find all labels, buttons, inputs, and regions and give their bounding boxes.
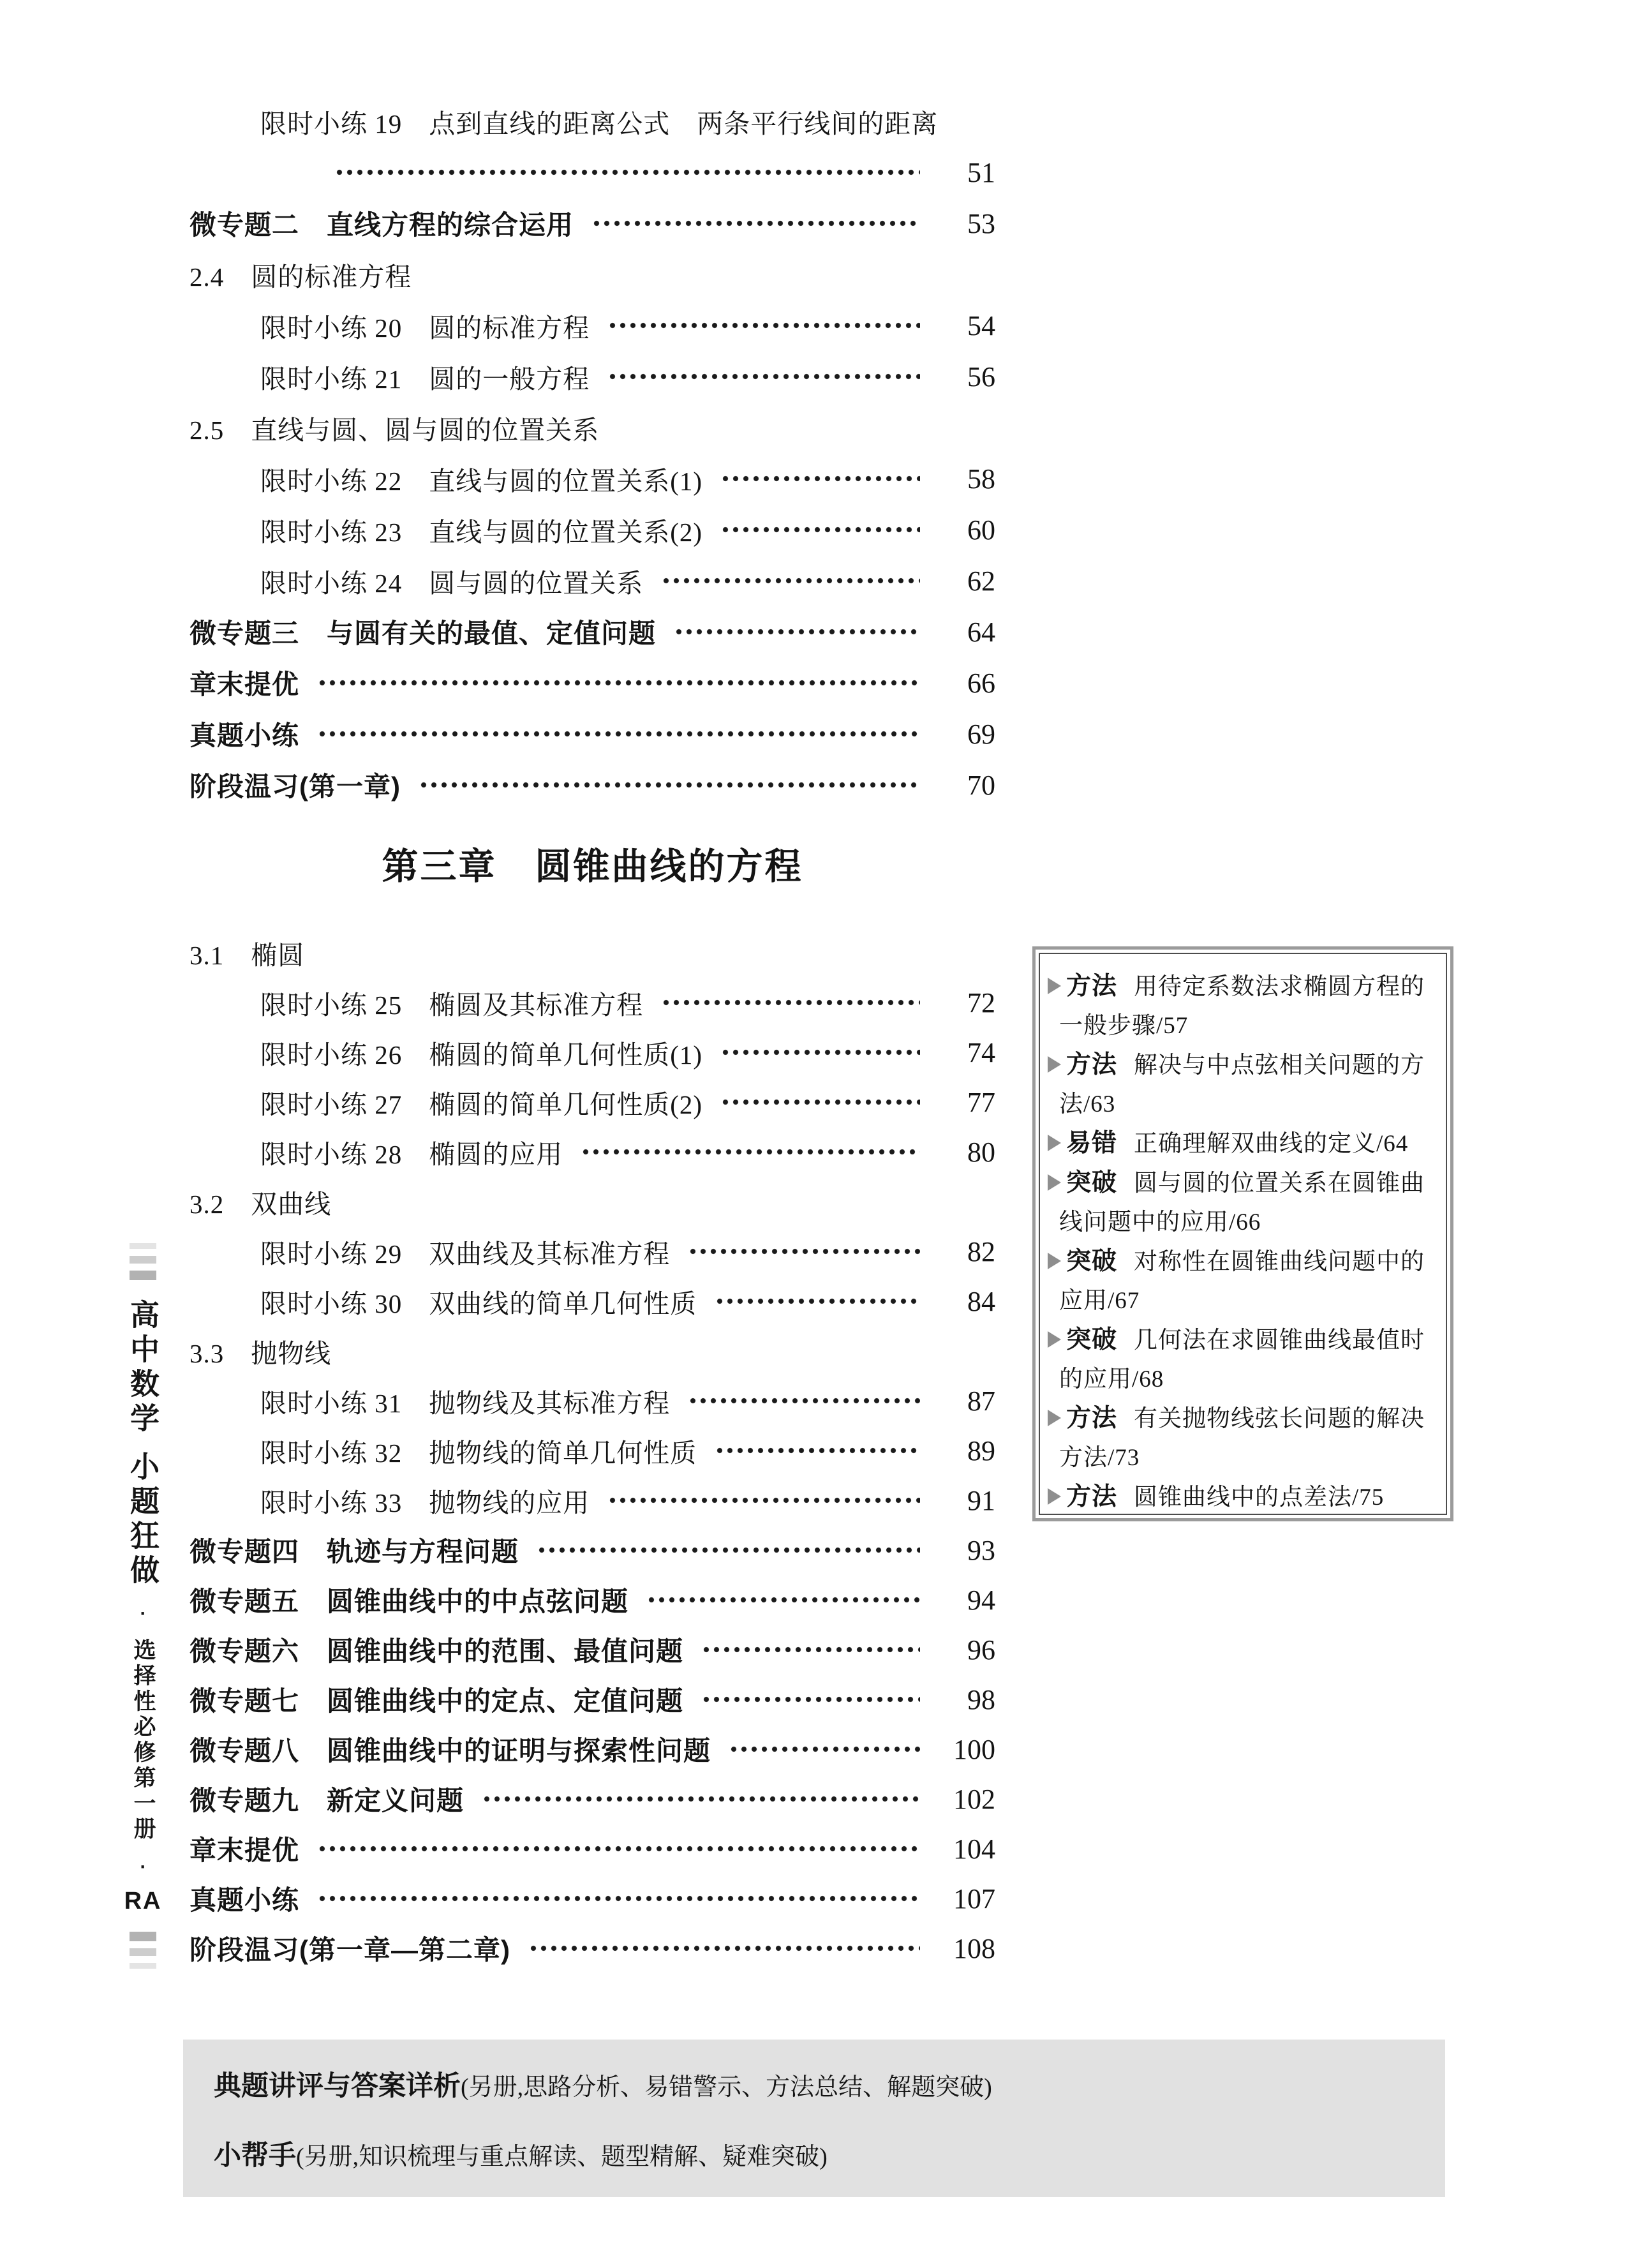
dot-leader bbox=[688, 1376, 920, 1426]
toc-entry bbox=[189, 300, 995, 351]
toc-entry-text: 限时小练 24 圆与圆的位置关系 bbox=[260, 568, 644, 598]
toc-entry bbox=[189, 1525, 995, 1575]
arrow-right-icon bbox=[1048, 1331, 1061, 1348]
spine-separator-dot: · bbox=[133, 1603, 154, 1624]
dot-leader bbox=[661, 978, 920, 1027]
dot-leader bbox=[482, 1774, 920, 1824]
dot-leader bbox=[720, 505, 920, 555]
toc-entry bbox=[189, 708, 995, 759]
toc-entry bbox=[189, 1824, 995, 1874]
toc-entry bbox=[189, 351, 995, 402]
dot-leader bbox=[701, 1625, 920, 1675]
toc-entry-text: 微专题六 圆锥曲线中的范围、最值问题 bbox=[189, 1636, 684, 1666]
toc-entry-text: 章末提优 bbox=[189, 1835, 300, 1865]
tip-text: 对称性在圆锥曲线问题中的应用/67 bbox=[1059, 1249, 1425, 1314]
toc-entry-text: 限时小练 25 椭圆及其标准方程 bbox=[260, 990, 644, 1020]
toc-entry bbox=[189, 1227, 995, 1276]
arrow-right-icon bbox=[1048, 1488, 1061, 1505]
toc-entry bbox=[189, 402, 995, 453]
spine-vertical-title bbox=[122, 1299, 164, 1877]
toc-entry bbox=[189, 147, 995, 198]
toc-entry-page: 51 bbox=[967, 156, 995, 188]
dot-leader bbox=[317, 1874, 920, 1923]
toc-entry-page: 93 bbox=[967, 1534, 995, 1566]
chapter3-heading: 第三章 圆锥曲线的方程 bbox=[382, 846, 803, 887]
dot-leader bbox=[729, 1724, 920, 1774]
toc-entry-text: 限时小练 30 双曲线的简单几何性质 bbox=[260, 1288, 697, 1318]
toc-entry-text: 限时小练 27 椭圆的简单几何性质(2) bbox=[260, 1089, 703, 1119]
tip-category-tag: 突破 bbox=[1066, 1248, 1118, 1275]
toc-entry-text: 2.4 圆的标准方程 bbox=[189, 262, 412, 292]
toc-entry-text: 阶段温习(第一章—第二章) bbox=[189, 1935, 510, 1965]
tip-category-tag: 突破 bbox=[1066, 1326, 1118, 1354]
toc-entry-text: 限时小练 20 圆的标准方程 bbox=[260, 313, 590, 343]
toc-entry-page: 82 bbox=[967, 1235, 995, 1267]
dot-leader bbox=[720, 1077, 920, 1127]
toc-entry-page: 80 bbox=[967, 1136, 995, 1168]
toc-entry-text: 微专题八 圆锥曲线中的证明与探索性问题 bbox=[189, 1736, 711, 1766]
toc-entry-page: 74 bbox=[967, 1036, 995, 1068]
note-line2-detail: (另册,知识梳理与重点解读、题型精解、疑难突破) bbox=[296, 2143, 828, 2170]
dot-leader bbox=[537, 1525, 920, 1575]
toc-entry-page: 107 bbox=[953, 1883, 995, 1914]
toc-entry bbox=[189, 1027, 995, 1077]
note-line1-head: 典题讲评与答案详析 bbox=[214, 2070, 461, 2101]
toc-entry bbox=[189, 1774, 995, 1824]
toc-entry-text: 限时小练 32 抛物线的简单几何性质 bbox=[260, 1438, 697, 1468]
tip-text: 解决与中点弦相关问题的方法/63 bbox=[1059, 1052, 1425, 1117]
toc-entry bbox=[189, 759, 995, 810]
toc-entry-page: 54 bbox=[967, 310, 995, 341]
dot-leader bbox=[646, 1575, 920, 1625]
toc-entry-text: 微专题九 新定义问题 bbox=[189, 1786, 464, 1816]
dot-leader bbox=[334, 147, 920, 197]
toc-entry bbox=[189, 1475, 995, 1525]
dot-leader bbox=[528, 1923, 920, 1973]
tip-text: 圆与圆的位置关系在圆锥曲线问题中的应用/66 bbox=[1059, 1170, 1425, 1235]
toc-entry bbox=[189, 1326, 995, 1376]
toc-entry-text: 真题小练 bbox=[189, 1885, 300, 1915]
spine-bars-top-decoration bbox=[130, 1243, 156, 1280]
toc-entry-page: 102 bbox=[953, 1783, 995, 1815]
toc-entry-text: 微专题四 轨迹与方程问题 bbox=[189, 1537, 519, 1567]
toc-entry bbox=[189, 1077, 995, 1127]
toc-entry-text: 微专题二 直线方程的综合运用 bbox=[189, 210, 574, 240]
dot-leader bbox=[661, 556, 920, 606]
toc-entry-page: 108 bbox=[953, 1932, 995, 1964]
note-line1-detail: (另册,思路分析、易错警示、方法总结、解题突破) bbox=[461, 2073, 992, 2101]
dot-leader bbox=[701, 1675, 920, 1724]
dot-leader bbox=[581, 1127, 920, 1177]
arrow-right-icon bbox=[1048, 978, 1061, 994]
toc-entry bbox=[189, 249, 995, 300]
arrow-right-icon bbox=[1048, 1253, 1061, 1269]
toc-entry-text: 真题小练 bbox=[189, 720, 300, 750]
tip-item bbox=[1059, 1045, 1434, 1124]
tip-text: 正确理解双曲线的定义/64 bbox=[1134, 1131, 1409, 1157]
tip-category-tag: 易错 bbox=[1066, 1130, 1118, 1157]
dot-leader bbox=[607, 301, 920, 350]
spine-series-label: 高中数学 bbox=[126, 1299, 160, 1437]
toc-entry-page: 58 bbox=[967, 463, 995, 495]
toc-entry-text: 限时小练 26 椭圆的简单几何性质(1) bbox=[260, 1040, 703, 1070]
dot-leader bbox=[720, 454, 920, 504]
toc-entry-page: 60 bbox=[967, 514, 995, 546]
method-tips-list bbox=[1039, 953, 1447, 1515]
toc-entry-page: 87 bbox=[967, 1385, 995, 1417]
toc-entry-page: 66 bbox=[967, 667, 995, 699]
tip-item bbox=[1059, 1320, 1434, 1399]
dot-leader bbox=[715, 1426, 920, 1475]
toc-entry-page: 89 bbox=[967, 1435, 995, 1466]
toc-entry bbox=[189, 657, 995, 708]
tip-category-tag: 突破 bbox=[1066, 1169, 1118, 1197]
toc-entry-page: 98 bbox=[967, 1683, 995, 1715]
toc-entry-text: 微专题三 与圆有关的最值、定值问题 bbox=[189, 618, 657, 648]
toc-entry-text: 限时小练 23 直线与圆的位置关系(2) bbox=[260, 517, 703, 547]
toc-entry bbox=[189, 1276, 995, 1326]
toc-entry bbox=[189, 1376, 995, 1426]
tip-text: 有关抛物线弦长问题的解决方法/73 bbox=[1059, 1406, 1425, 1471]
toc-entry bbox=[189, 1426, 995, 1475]
arrow-right-icon bbox=[1048, 1056, 1061, 1073]
toc-entry bbox=[189, 1177, 995, 1227]
dot-leader bbox=[715, 1276, 920, 1326]
toc-entry bbox=[189, 1724, 995, 1774]
toc-entry-page: 96 bbox=[967, 1634, 995, 1666]
dot-leader bbox=[674, 607, 920, 657]
toc-entry-text: 章末提优 bbox=[189, 669, 300, 699]
toc-entry bbox=[189, 555, 995, 606]
tip-text: 用待定系数法求椭圆方程的一般步骤/57 bbox=[1059, 974, 1425, 1039]
tip-item bbox=[1059, 1477, 1434, 1515]
tip-text: 几何法在求圆锥曲线最值时的应用/68 bbox=[1059, 1327, 1425, 1392]
toc-list-chapter3 bbox=[189, 928, 995, 1973]
toc-entry-page: 94 bbox=[967, 1584, 995, 1616]
tip-category-tag: 方法 bbox=[1066, 1483, 1118, 1511]
toc-entry-page: 84 bbox=[967, 1285, 995, 1317]
toc-entry-page: 70 bbox=[967, 769, 995, 801]
dot-leader bbox=[688, 1227, 920, 1276]
toc-entry-text: 3.2 双曲线 bbox=[189, 1189, 332, 1219]
book-spine bbox=[124, 1243, 162, 1969]
toc-entry-page: 100 bbox=[953, 1733, 995, 1765]
note-line bbox=[214, 2134, 1445, 2173]
toc-entry-text: 限时小练 31 抛物线及其标准方程 bbox=[260, 1388, 671, 1418]
spine-edition-label: 选择性必修第一册 bbox=[131, 1638, 156, 1842]
tip-item bbox=[1059, 1242, 1434, 1320]
toc-entry-page: 64 bbox=[967, 616, 995, 648]
spine-book-title: 小题狂做 bbox=[126, 1451, 160, 1589]
toc-entry bbox=[189, 1127, 995, 1177]
toc-entry-page: 53 bbox=[967, 207, 995, 239]
toc-entry-text: 3.1 椭圆 bbox=[189, 940, 305, 970]
spine-bars-bottom-decoration bbox=[130, 1932, 156, 1969]
arrow-right-icon bbox=[1048, 1135, 1061, 1151]
tip-category-tag: 方法 bbox=[1066, 1405, 1118, 1432]
toc-entry-text: 微专题七 圆锥曲线中的定点、定值问题 bbox=[189, 1686, 684, 1716]
toc-entry-text: 限时小练 29 双曲线及其标准方程 bbox=[260, 1239, 671, 1269]
arrow-right-icon bbox=[1048, 1410, 1061, 1426]
toc-entry-text: 2.5 直线与圆、圆与圆的位置关系 bbox=[189, 415, 600, 445]
dot-leader bbox=[720, 1027, 920, 1077]
toc-entry-page: 104 bbox=[953, 1833, 995, 1865]
toc-entry bbox=[189, 606, 995, 657]
tip-text: 圆锥曲线中的点差法/75 bbox=[1134, 1484, 1385, 1511]
toc-entry bbox=[189, 198, 995, 249]
toc-entry bbox=[189, 1675, 995, 1724]
spine-separator-dot: · bbox=[133, 1856, 154, 1877]
toc-entry-text: 限时小练 21 圆的一般方程 bbox=[260, 364, 590, 394]
dot-leader bbox=[591, 198, 920, 248]
toc-entry-text: 限时小练 22 直线与圆的位置关系(1) bbox=[260, 466, 703, 496]
dot-leader bbox=[317, 709, 920, 759]
note-line2-head: 小帮手 bbox=[214, 2140, 296, 2171]
method-tips-box bbox=[1032, 946, 1453, 1521]
note-line bbox=[214, 2064, 1445, 2103]
tip-category-tag: 方法 bbox=[1066, 973, 1118, 1000]
toc-entry bbox=[189, 504, 995, 555]
toc-entry-text: 限时小练 28 椭圆的应用 bbox=[260, 1139, 563, 1169]
toc-list-chapter2 bbox=[189, 96, 995, 810]
toc-entry-text: 限时小练 19 点到直线的距离公式 两条平行线间的距离 bbox=[260, 108, 939, 138]
toc-entry bbox=[189, 1575, 995, 1625]
toc-entry bbox=[189, 1923, 995, 1973]
toc-entry-page: 77 bbox=[967, 1086, 995, 1118]
toc-entry-text: 微专题五 圆锥曲线中的中点弦问题 bbox=[189, 1586, 629, 1616]
toc-entry bbox=[189, 928, 995, 978]
companion-booklet-note bbox=[183, 2040, 1445, 2197]
tip-category-tag: 方法 bbox=[1066, 1051, 1118, 1078]
tip-item bbox=[1059, 967, 1434, 1045]
toc-entry-page: 56 bbox=[967, 361, 995, 392]
toc-entry-page: 91 bbox=[967, 1484, 995, 1516]
toc-entry-text: 阶段温习(第一章) bbox=[189, 772, 401, 802]
toc-entry-page: 72 bbox=[967, 987, 995, 1018]
toc-main-column bbox=[189, 96, 995, 1973]
toc-entry-page: 69 bbox=[967, 718, 995, 750]
toc-entry bbox=[189, 1874, 995, 1923]
toc-entry-page: 62 bbox=[967, 565, 995, 597]
tip-item bbox=[1059, 1399, 1434, 1477]
dot-leader bbox=[419, 760, 920, 810]
toc-entry bbox=[189, 978, 995, 1027]
toc-entry bbox=[189, 453, 995, 504]
dot-leader bbox=[607, 352, 920, 401]
spine-edition-code: RA bbox=[124, 1888, 162, 1914]
toc-entry bbox=[189, 1625, 995, 1675]
dot-leader bbox=[317, 658, 920, 708]
toc-entry-text: 限时小练 33 抛物线的应用 bbox=[260, 1488, 590, 1518]
tip-item bbox=[1059, 1163, 1434, 1242]
dot-leader bbox=[317, 1824, 920, 1874]
arrow-right-icon bbox=[1048, 1174, 1061, 1191]
toc-entry-text: 3.3 抛物线 bbox=[189, 1338, 332, 1368]
dot-leader bbox=[607, 1475, 920, 1525]
tip-item bbox=[1059, 1124, 1434, 1163]
